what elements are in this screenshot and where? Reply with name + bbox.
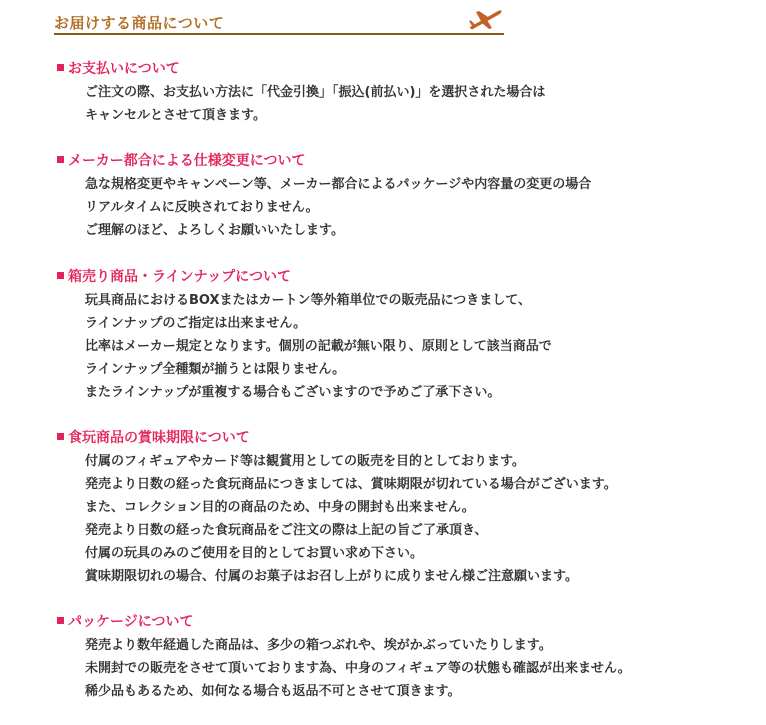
text-line: ご理解のほど、よろしくお願いいたします。 <box>85 223 344 238</box>
section-expiry <box>57 427 757 588</box>
bullet-icon <box>57 156 64 163</box>
section-heading: パッケージについて <box>57 611 757 634</box>
text-line: リアルタイムに反映されておりません。 <box>85 200 319 215</box>
text-line: また、コレクション目的の商品のため、中身の開封も出来ません。 <box>85 500 475 515</box>
bullet-icon <box>57 272 64 279</box>
text-line: またラインナップが重複する場合もございますので予めご了承下さい。 <box>85 385 501 400</box>
bullet-icon <box>57 433 64 440</box>
text-line: 付属の玩具のみのご使用を目的としてお買い求め下さい。 <box>85 546 424 561</box>
text-line: キャンセルとさせて頂きます。 <box>85 108 266 123</box>
section-heading: 箱売り商品・ラインナップについて <box>57 266 757 289</box>
bullet-icon <box>57 617 64 624</box>
section-box-lineup <box>57 266 757 404</box>
text-line: 急な規格変更やキャンペーン等、メーカー都合によるパッケージや内容量の変更の場合 <box>85 177 592 192</box>
section-spec-change <box>57 150 757 242</box>
bullet-icon <box>57 64 64 71</box>
text-line: 未開封での販売をさせて頂いております為、中身のフィギュア等の状態も確認が出来ません。 <box>85 661 631 676</box>
section-heading: 食玩商品の賞味期限について <box>57 427 757 450</box>
page-title: お届けする商品について <box>54 14 225 32</box>
text-line: ご注文の際、お支払い方法に「代金引換」「振込(前払い)」を選択された場合は <box>85 85 546 100</box>
text-line: 玩具商品におけるBOXまたはカートン等外箱単位での販売品につきまして、 <box>85 293 531 308</box>
section-heading: お支払いについて <box>57 58 757 81</box>
airplane-icon <box>467 6 503 32</box>
text-line: 賞味期限切れの場合、付属のお菓子はお召し上がりに成りません様ご注意願います。 <box>85 569 578 584</box>
text-line: ラインナップ全種類が揃うとは限りません。 <box>85 362 346 377</box>
text-line: 発売より数年経過した商品は、多少の箱つぶれや、埃がかぶっていたりします。 <box>85 638 552 653</box>
section-payment <box>57 58 757 127</box>
text-line: ラインナップのご指定は出来ません。 <box>85 316 307 331</box>
page-header <box>54 6 504 35</box>
text-line: 発売より日数の経った食玩商品につきましては、賞味期限が切れている場合がございます。 <box>85 477 617 492</box>
text-line: 付属のフィギュアやカード等は観賞用としての販売を目的としております。 <box>85 454 525 469</box>
section-heading: メーカー都合による仕様変更について <box>57 150 757 173</box>
text-line: 発売より日数の経った食玩商品をご注文の際は上記の旨ご了承頂き、 <box>85 523 488 538</box>
text-line: 稀少品もあるため、如何なる場合も返品不可とさせて頂きます。 <box>85 684 461 699</box>
section-package <box>57 611 757 703</box>
text-line: 比率はメーカー規定となります。個別の記載が無い限り、原則として該当商品で <box>85 339 552 354</box>
